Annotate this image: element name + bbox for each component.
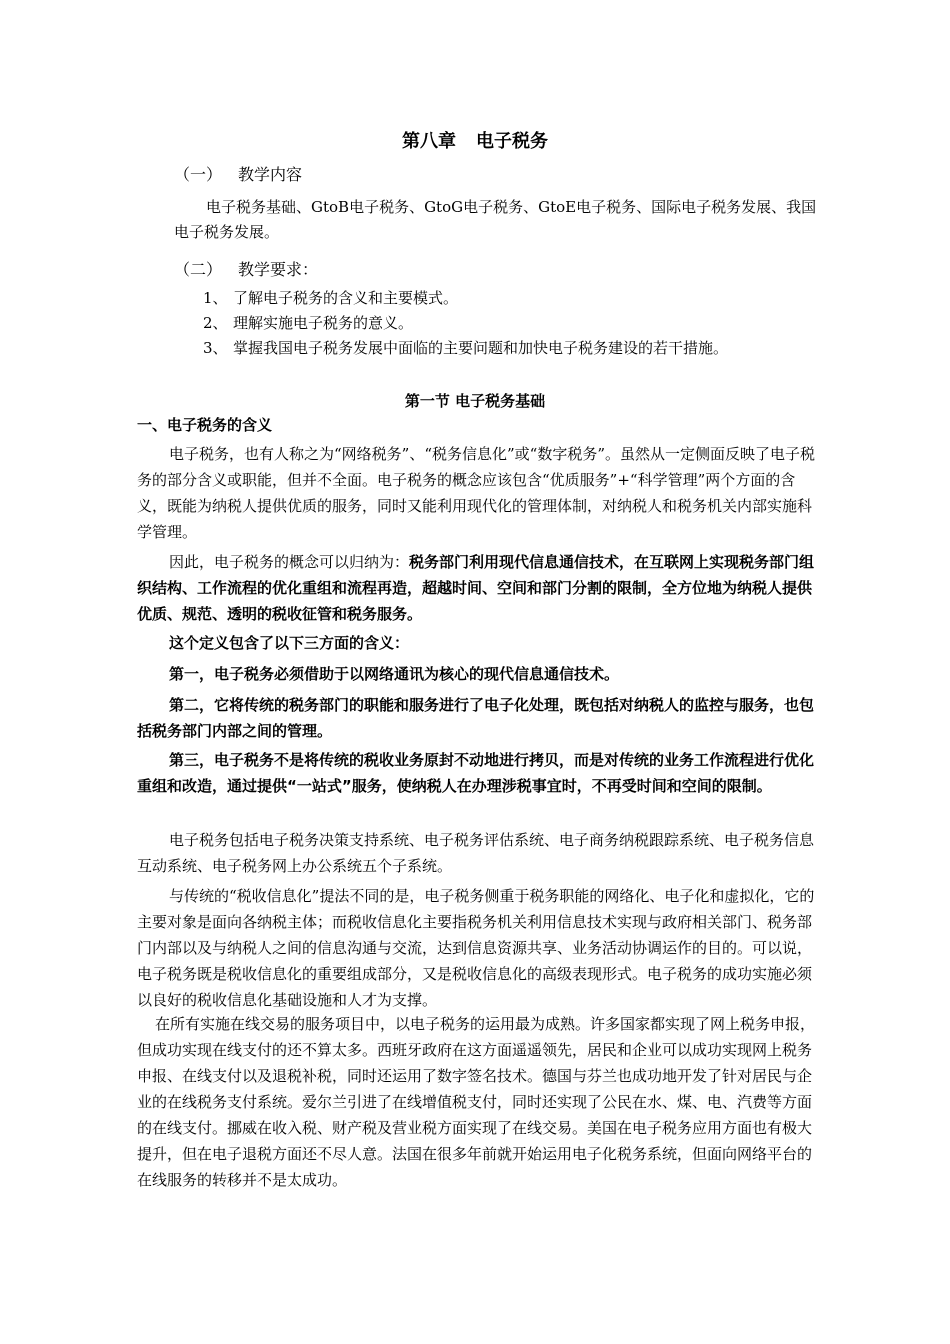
- paragraph-1: 电子税务，也有人称之为“网络税务”、“税务信息化”或“数字税务”。虽然从一定侧面反映了电子税务的部分含义或职能，但并不全面。电子税务的概念应该包含“优质服务”+“科学管理”两个方面的含义，既能为纳税人提供优质的服务，同时又能利用现代化的管理体制，对纳税人和税务机关内部实施科学管理。: [137, 445, 816, 541]
- paragraph-2-definition: 税务部门利用现代信息通信技术，在互联网上实现税务部门组织结构、工作流程的优化重组和流程再造，超越时间、空间和部门分割的限制，全方位地为纳税人提供优质、规范、透明的税收征管和税务服务。: [137, 553, 815, 623]
- list-item: [203, 286, 823, 311]
- paragraph-4: 第一，电子税务必须借助于以网络通讯为核心的现代信息通信技术。: [169, 665, 620, 683]
- chapter-label: 第八章: [402, 131, 456, 152]
- paragraph-9: 在所有实施在线交易的服务项目中，以电子税务的运用最为成熟。许多国家都实现了网上税务申报，但成功实现在线支付的还不算太多。西班牙政府在这方面遥遥领先，居民和企业可以成功实现网上税务申报、在线支付以及退税补税，同时还运用了数字签名技术。德国与芬兰也成功地开发了针对居民与企业的在线税务支付系统。爱尔兰引进了在线增值税支付，同时还实现了公民在水、煤、电、汽费等方面的在线支付。挪威在收入税、财产税及营业税方面实现了在线交易。美国在电子税务应用方面也有极大提升，但在电子退税方面还不尽人意。法国在很多年前就开始运用电子化税务系统，但面向网络平台的在线服务的转移并不是太成功。: [137, 1015, 816, 1189]
- paragraph-8: 与传统的“税收信息化”提法不同的是，电子税务侧重于税务职能的网络化、电子化和虚拟化，它的主要对象是面向各纳税主体；而税收信息化主要指税务机关利用信息技术实现与政府相关部门、税务部门内部以及与纳税人之间的信息沟通与交流，达到信息资源共享、业务活动协调运作的目的。可以说，电子税务既是税收信息化的重要组成部分，又是税收信息化的高级表现形式。电子税务的成功实施必须以良好的税收信息化基础设施和人才为支撑。: [137, 887, 815, 1009]
- list-item-number: 3、: [203, 339, 228, 357]
- section-requirements-title: 教学要求：: [238, 260, 319, 279]
- section-requirements-heading: [174, 257, 318, 280]
- list-item: [203, 336, 823, 361]
- list-item-text: 掌握我国电子税务发展中面临的主要问题和加快电子税务建设的若干措施。: [233, 339, 729, 357]
- section-content-title: 教学内容: [238, 165, 303, 184]
- section-title: 第一节 电子税务基础: [404, 392, 546, 410]
- list-item-number: 2、: [203, 314, 228, 332]
- section-content-heading: [174, 162, 302, 185]
- paragraph-6: 第三，电子税务不是将传统的税收业务原封不动地进行拷贝，而是对传统的业务工作流程进行优化重组和改造，通过提供“一站式”服务，使纳税人在办理涉税事宜时，不再受时间和空间的限制。: [137, 751, 815, 795]
- list-item: [203, 311, 823, 336]
- list-item-text: 理解实施电子税务的意义。: [233, 314, 414, 332]
- paragraph-3: 这个定义包含了以下三方面的含义：: [169, 634, 410, 652]
- section-content-num: （一）: [174, 165, 223, 184]
- paragraph-5: 第二，它将传统的税务部门的职能和服务进行了电子化处理，既包括对纳税人的监控与服务，也包括税务部门内部之间的管理。: [137, 696, 815, 740]
- requirements-list: [203, 286, 823, 361]
- paragraph-7: 电子税务包括电子税务决策支持系统、电子税务评估系统、电子商务纳税跟踪系统、电子税务信息互动系统、电子税务网上办公系统五个子系统。: [137, 831, 815, 875]
- section-content-text: 电子税务基础、GtoB电子税务、GtoG电子税务、GtoE电子税务、国际电子税务发展、我国电子税务发展。: [174, 198, 817, 241]
- chapter-title: [0, 127, 950, 153]
- paragraph-2: [137, 549, 817, 627]
- subsection-title: 一、电子税务的含义: [137, 416, 273, 434]
- section-requirements-num: （二）: [174, 260, 223, 279]
- chapter-name: 电子税务: [476, 131, 548, 152]
- list-item-number: 1、: [203, 289, 228, 307]
- paragraph-2-lead: 因此，电子税务的概念可以归纳为：: [169, 553, 410, 571]
- list-item-text: 了解电子税务的含义和主要模式。: [233, 289, 459, 307]
